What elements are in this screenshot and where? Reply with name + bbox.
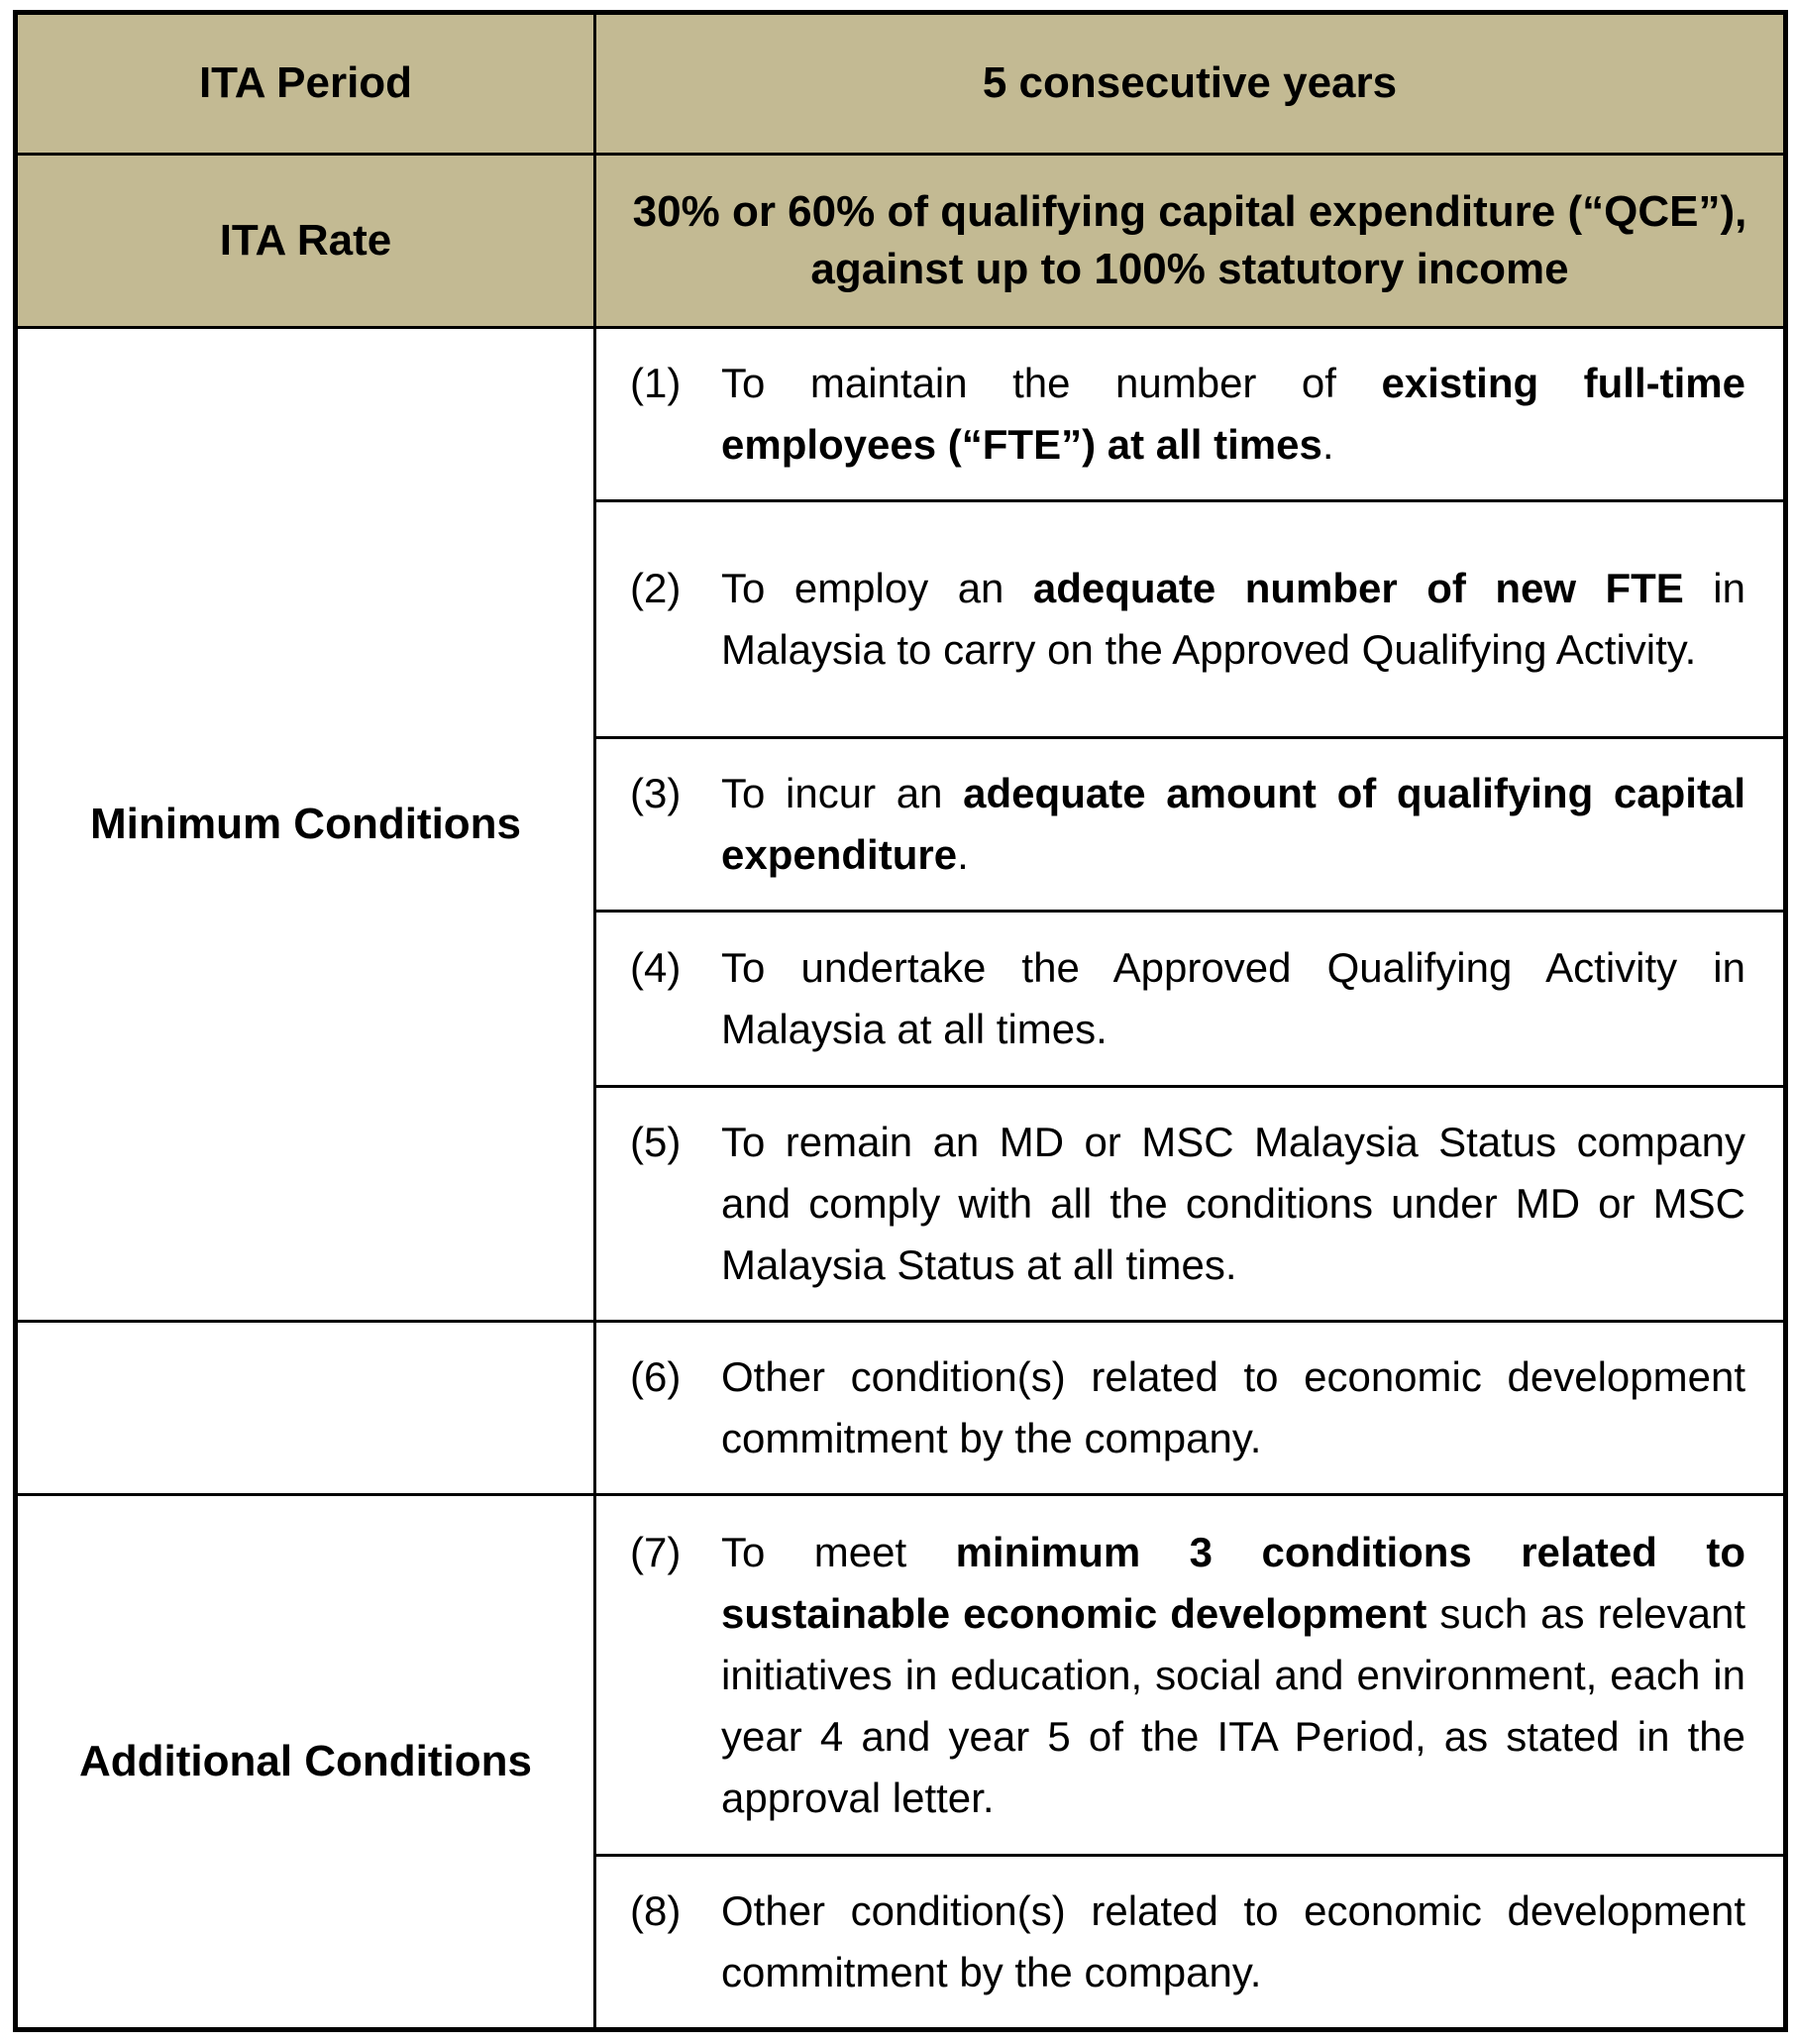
condition-text-regular: To undertake the Approved Qualifying Activity in Malaysia at all times. [721,944,1745,1052]
condition-number: (4) [630,944,682,991]
condition-text-regular: Other condition(s) related to economic development commitment by the company. [721,1887,1745,1995]
condition-cell [595,328,1786,501]
condition-text [630,353,1745,476]
condition-text-bold: minimum 3 conditions related to sustainable economic development [721,1528,1745,1637]
condition-cell [595,1856,1786,2030]
condition-text-regular: To employ an [721,565,1033,611]
condition-text [630,763,1745,886]
ita-rate-label: ITA Rate [16,155,595,328]
condition-cell [595,1495,1786,1856]
condition-text [630,558,1745,681]
condition-text-regular: . [1321,421,1334,468]
conditions-body [16,328,1786,2030]
condition-number: (7) [630,1528,682,1575]
condition-number: (3) [630,770,682,816]
condition-text-regular: To incur an [721,770,964,816]
condition-text [630,1346,1745,1469]
condition-text-bold: adequate amount of qualifying capital expenditure [721,770,1745,878]
ita-rate-row [16,155,1786,328]
condition-text [630,937,1745,1060]
ita-incentive-table [13,10,1788,2032]
condition-number: (5) [630,1119,682,1165]
condition-number: (8) [630,1887,682,1934]
condition-cell [595,738,1786,912]
condition-text-bold: adequate number of new FTE [1032,565,1684,611]
ita-period-label: ITA Period [16,13,595,155]
condition-text [630,1112,1745,1296]
ita-rate-value: 30% or 60% of qualifying capital expenditure (“QCE”), against up to 100% statutory income [595,155,1786,328]
condition-cell [595,1322,1786,1495]
condition-cell [595,912,1786,1087]
condition-text-regular: such as relevant initiatives in education, social and environment, each in year 4 and year 5 of the ITA Period, as stated in the approval letter. [721,1589,1745,1821]
condition-text-regular: To remain an MD or MSC Malaysia Status company and comply with all the conditions under MD or MSC Malaysia Status at all times. [721,1119,1745,1288]
condition-number: (1) [630,360,682,406]
section-label-cell: Additional Conditions [16,1495,595,2030]
condition-row [16,1322,1786,1495]
condition-cell [595,1087,1786,1322]
condition-text-bold: existing full-time employees (“FTE”) at all times [721,360,1745,468]
table-header [16,13,1786,328]
condition-text [630,1881,1745,2003]
empty-label-cell [16,1322,595,1495]
condition-cell [595,501,1786,738]
condition-text-regular: To meet [721,1528,956,1575]
condition-text [630,1522,1745,1829]
ita-period-row [16,13,1786,155]
condition-row [16,328,1786,501]
section-label-cell: Minimum Conditions [16,328,595,1322]
condition-text-regular: in Malaysia to carry on the Approved Qualifying Activity. [721,565,1745,673]
ita-period-value: 5 consecutive years [595,13,1786,155]
condition-number: (6) [630,1353,682,1400]
condition-number: (2) [630,565,682,611]
condition-text-regular: Other condition(s) related to economic development commitment by the company. [721,1353,1745,1461]
condition-row [16,1495,1786,1856]
condition-text-regular: To maintain the number of [721,360,1382,406]
condition-text-regular: . [957,831,969,878]
